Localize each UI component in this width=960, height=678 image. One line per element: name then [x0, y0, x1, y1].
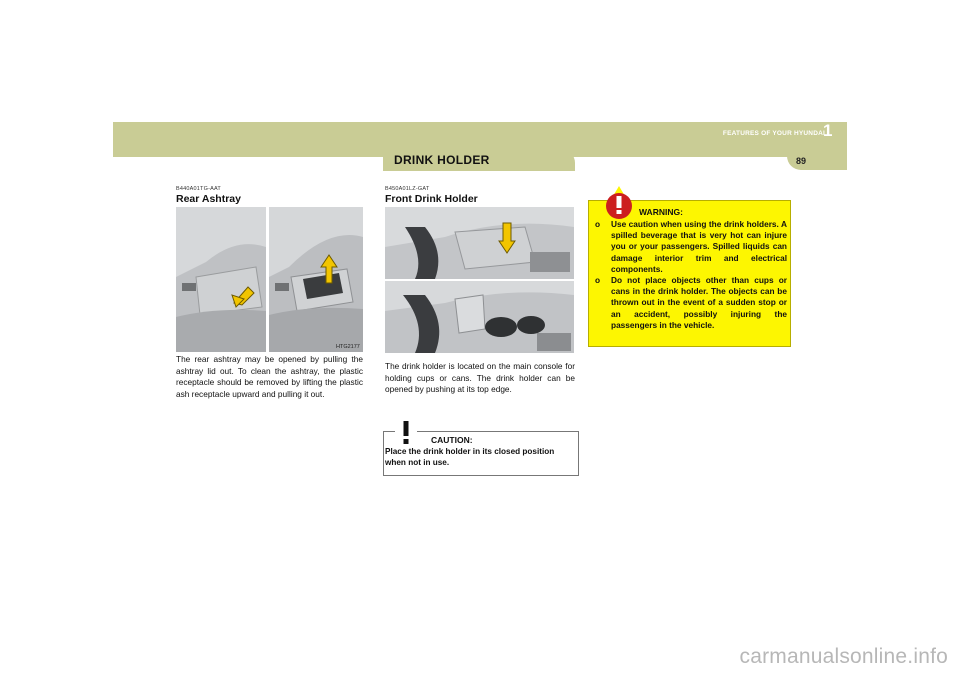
ashtray-closed-photo [176, 207, 266, 352]
drink-holder-section-code: B450A01LZ-GAT [385, 186, 430, 192]
ashtray-body: The rear ashtray may be opened by pulling the ashtray lid out. To clean the ashtray, the plastic receptacle should be removed by lifting the plastic ash receptacle upward and pulling it out. [176, 354, 363, 399]
caution-title: CAUTION: [431, 435, 473, 445]
warning-bullet: o [595, 275, 601, 286]
section-title: DRINK HOLDER [394, 153, 490, 167]
warning-item [595, 275, 787, 331]
drink-holder-body: The drink holder is located on the main console for holding cups or cans. The drink holder can be opened by pushing at its top edge. [385, 361, 575, 395]
chapter-number: 1 [823, 121, 833, 140]
ashtray-heading: Rear Ashtray [176, 193, 241, 205]
drink-holder-open-photo [385, 281, 574, 353]
chapter-title: FEATURES OF YOUR HYUNDAI [722, 130, 825, 137]
drink-holder-heading: Front Drink Holder [385, 193, 478, 205]
warning-title: WARNING: [639, 207, 683, 217]
warning-item-text: Do not place objects other than cups or cans in the drink holder. The objects can be thrown out in the event of a sudden stop or an accident, possibly injuring the passengers in the vehicle. [611, 275, 787, 330]
warning-bullet: o [595, 219, 601, 229]
caution-text: Place the drink holder in its closed position when not in use. [385, 447, 555, 467]
warning-list [595, 219, 787, 331]
drink-holder-closed-photo [385, 207, 574, 279]
ashtray-image-code: HTG2177 [336, 344, 360, 350]
warning-item-text: Use caution when using the drink holders. A spilled beverage that is very hot can injure you or your passengers. Spilled liquids can damage interior trim and electrical components. [611, 219, 787, 274]
ashtray-open-photo [269, 207, 363, 352]
watermark: carmanualsonline.info [739, 645, 948, 668]
warning-item [595, 219, 787, 275]
page-number: 89 [796, 156, 807, 166]
ashtray-section-code: B440A01TG-AAT [176, 186, 221, 192]
